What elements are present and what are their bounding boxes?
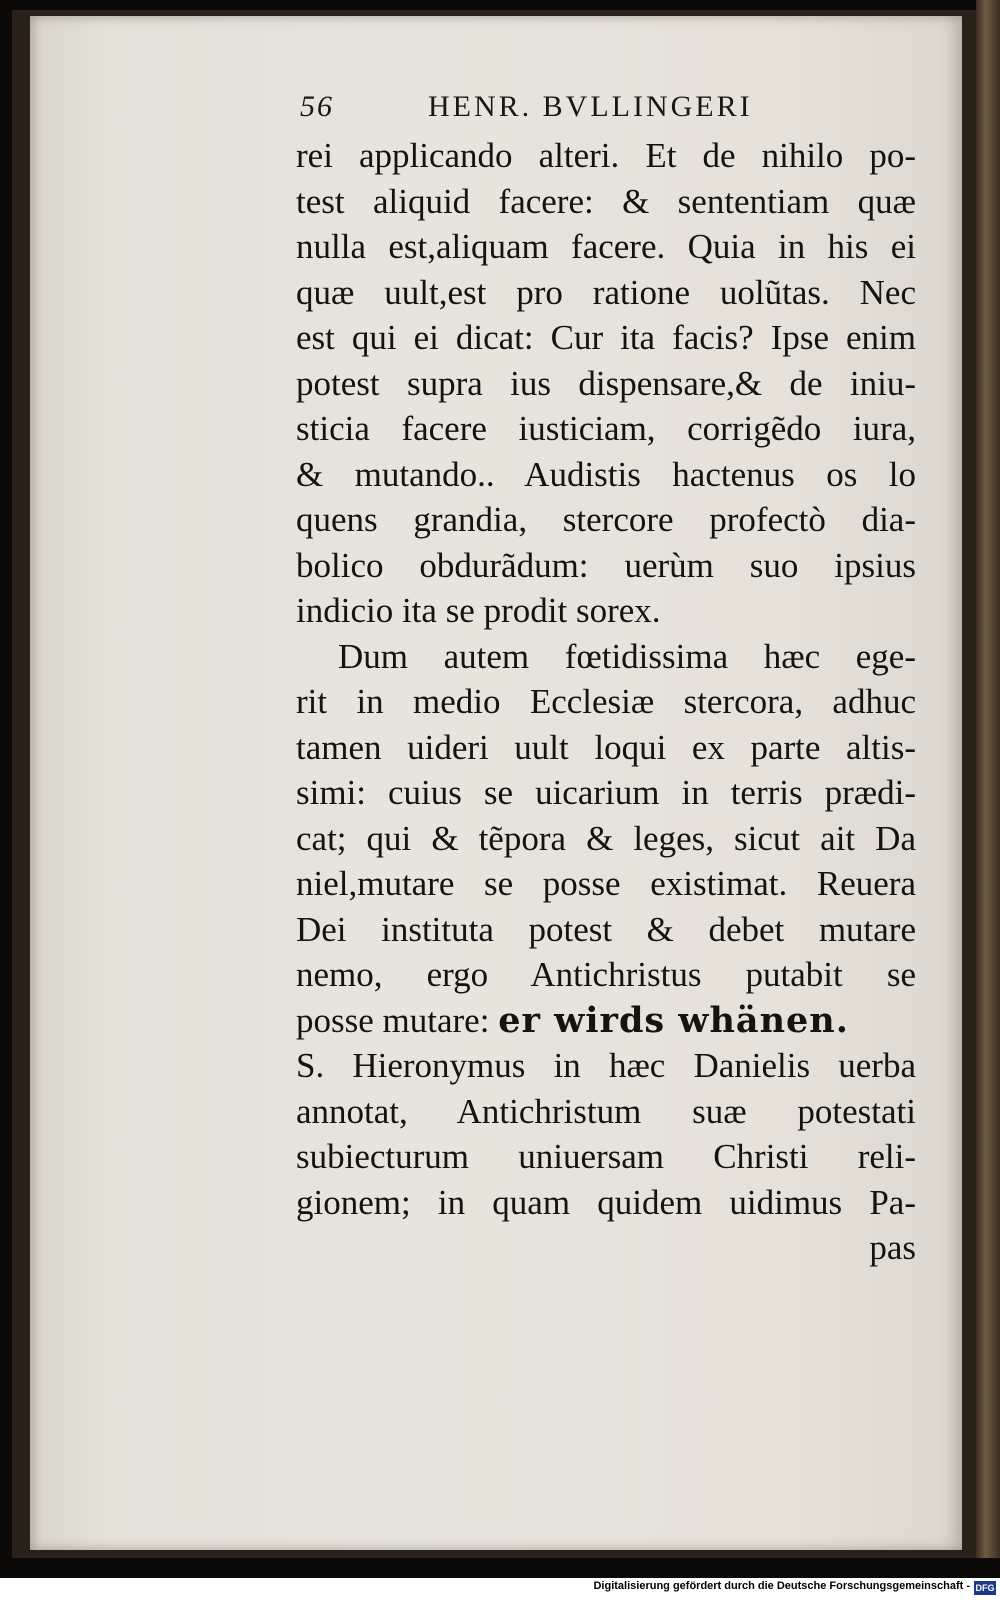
footer-bar xyxy=(0,1578,1000,1600)
text-line: S. Hieronymus in hæc Danielis uerba xyxy=(296,1046,916,1085)
text-line: cat; qui & tẽpora & leges, sicut ait Da xyxy=(296,818,916,858)
book-spine-edge xyxy=(976,0,1000,1558)
running-title: HENR. BVLLINGERI xyxy=(428,90,753,123)
text-line: quens grandia, stercore profectò dia- xyxy=(296,500,916,539)
text-line: est qui ei dicat: Cur ita facis? Ipse enim xyxy=(296,318,916,357)
page-header xyxy=(300,90,820,130)
text-line: Dei instituta potest & debet mutare xyxy=(296,909,916,949)
text-line: rit in medio Ecclesiæ stercora, adhuc xyxy=(296,682,916,721)
gothic-phrase: er wirds whänen. xyxy=(498,999,849,1041)
text-line: annotat, Antichristum suæ potestati xyxy=(296,1091,916,1131)
text-line: sticia facere iusticiam, corrigẽdo iura, xyxy=(296,409,916,448)
text-line: tamen uideri uult loqui ex parte altis- xyxy=(296,727,916,767)
text-line: niel,mutare se posse existimat. Reuera xyxy=(296,864,916,903)
text-line: quæ uult,est pro ratione uolũtas. Nec xyxy=(296,272,916,312)
funding-credit: Digitalisierung gefördert durch die Deutsche Forschungsgemeinschaft - xyxy=(593,1580,970,1592)
text-line: simi: cuius se uicarium in terris prædi- xyxy=(296,773,916,812)
text-line: nulla est,aliquam facere. Quia in his ei xyxy=(296,227,916,266)
text-line: rei applicando alteri. Et de nihilo po- xyxy=(296,136,916,175)
catchword: pas xyxy=(869,1228,916,1267)
text-line: indicio ita se prodit sorex. xyxy=(296,591,661,630)
text-line-paragraph-start: Dum autem fœtidissima hæc ege- xyxy=(338,636,916,676)
page-number: 56 xyxy=(300,90,334,123)
text-line: potest supra ius dispensare,& de iniu- xyxy=(296,363,916,403)
text-line: gionem; in quam quidem uidimus Pa- xyxy=(296,1182,916,1222)
text-line: bolico obdurãdum: uerùm suo ipsius xyxy=(296,545,916,585)
text-line-with-gothic xyxy=(296,998,916,1044)
body-text xyxy=(296,133,916,1271)
text-segment: posse mutare: xyxy=(296,1000,490,1040)
text-line: & mutando.. Audistis hactenus os lo xyxy=(296,454,916,494)
text-line: subiecturum uniuersam Christi reli- xyxy=(296,1137,916,1176)
text-line: test aliquid facere: & sententiam quæ xyxy=(296,181,916,221)
dfg-logo: DFG xyxy=(975,1583,995,1593)
text-line: nemo, ergo Antichristus putabit se xyxy=(296,955,916,994)
